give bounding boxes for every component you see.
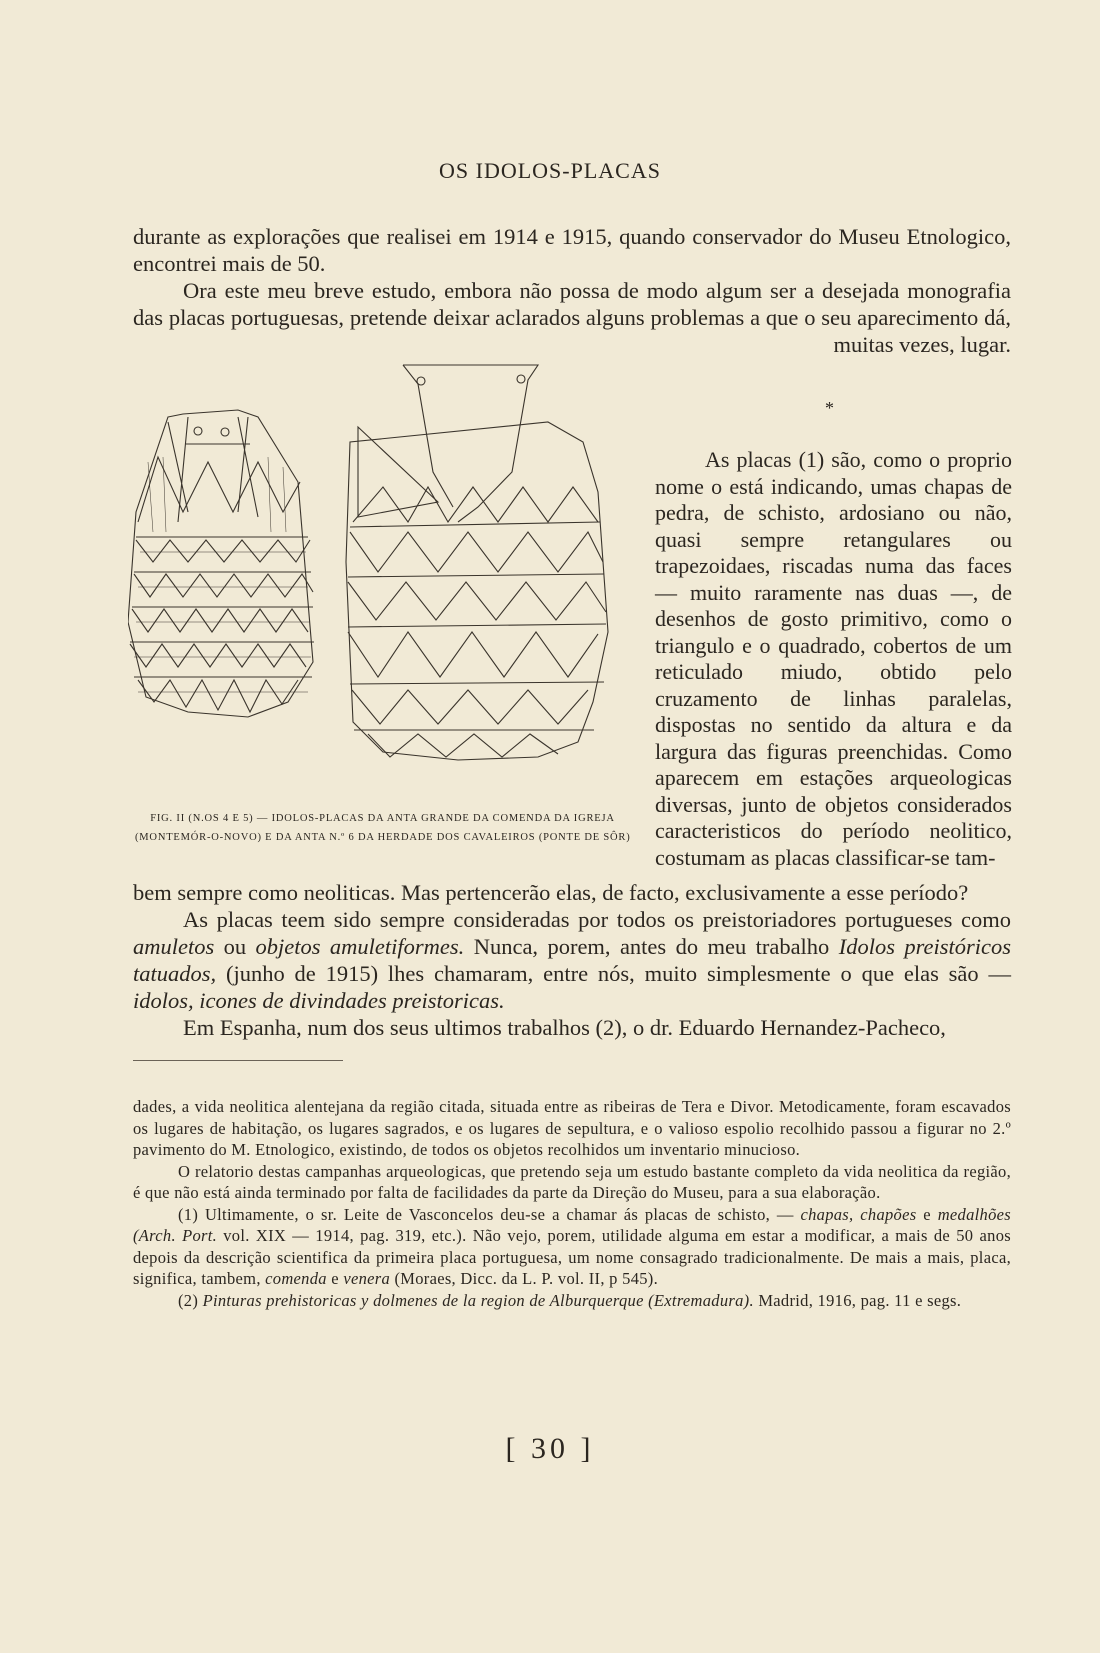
fn1-italic-1: chapas, chapões	[800, 1204, 917, 1224]
footnote-1	[133, 1204, 1011, 1290]
paragraph-2: Ora este meu breve estudo, embora não possa de modo algum ser a desejada monografia das placas portuguesas, pretende deixar aclarados alguns problemas a que o seu aparecimento dá, muitas vezes, lugar.	[133, 278, 1011, 357]
fn2-text-a: (2)	[178, 1290, 203, 1310]
footnote-2	[133, 1290, 1011, 1312]
paragraph-3-continued: bem sempre como neoliticas. Mas pertencerão elas, de facto, exclusivamente a esse período?	[133, 880, 969, 905]
idol-plaques-figure	[128, 362, 638, 807]
p4-text-c: Nunca, porem, antes do meu trabalho	[464, 934, 839, 959]
p4-italic-4: idolos, icones de divindades preistoricas.	[133, 988, 505, 1013]
fn1-text-e: (Moraes, Dicc. da L. P. vol. II, p 545).	[390, 1269, 659, 1288]
p4-italic-3: Idolos preistóricos tatuados,	[133, 934, 1012, 986]
fn1-italic-4: venera	[343, 1269, 391, 1288]
fn2-italic: Pinturas prehistoricas y dolmenes de la region de Alburquerque (Extremadura).	[202, 1290, 754, 1310]
fn1-text-a: (1) Ultimamente, o sr. Leite de Vasconcelos deu-se a chamar ás placas de schisto, —	[178, 1204, 801, 1224]
paragraph-5: Em Espanha, num dos seus ultimos trabalhos (2), o dr. Eduardo Hernandez-Pacheco,	[183, 1015, 946, 1040]
footnote-divider	[133, 1060, 343, 1061]
fn1-text-d: e	[326, 1269, 344, 1288]
fn2-text-b: Madrid, 1916, pag. 11 e segs.	[753, 1290, 962, 1310]
page-number: [ 30 ]	[505, 1432, 595, 1465]
fn1-text-b: e	[916, 1204, 938, 1224]
fn1-text-c: vol. XIX — 1914, pag. 319, etc.). Não vejo, porem, utilidade alguma em estar a modificar, a mais de 50 anos depois da descrição scientifica da primeira placa portuguesa, um nome consagrado tradicionalmente. De mais a mais, placa, significa, tambem,	[133, 1226, 1011, 1288]
caption-line-1: FIG. II (N.OS 4 E 5) — IDOLOS-PLACAS DA ANTA GRANDE DA COMENDA DA IGREJA	[150, 813, 615, 824]
main-text	[133, 879, 1011, 1041]
paragraph-4	[133, 906, 1011, 1014]
paragraph-1: durante as explorações que realisei em 1914 e 1915, quando conservador do Museu Etnologico, encontrei mais de 50.	[133, 224, 1011, 276]
fn1-italic-3: comenda	[265, 1269, 327, 1288]
left-idol-plaque	[128, 410, 314, 717]
footnote-continuation: dades, a vida neolitica alentejana da região citada, situada entre as ribeiras de Tera e Divor. Metodicamente, foram escavados os lugares de habitação, os lugares sagrados, e os lugares de sepultura, e o valioso espolio recolhido passou a figurar no 2.º pavimento do M. Etnologico, existindo, de todos os objetos recolhidos um inventario minucioso.	[133, 1097, 1011, 1159]
p4-text-d: (junho de 1915) lhes chamaram, entre nós, muito simplesmente o que elas são —	[216, 961, 1011, 986]
opening-text	[133, 223, 1011, 358]
figure-caption	[135, 809, 630, 847]
right-idol-plaque	[346, 365, 608, 760]
p4-italic-2: objetos amuletiformes.	[255, 934, 465, 959]
side-column-paragraph	[655, 447, 1012, 871]
page-title: OS IDOLOS-PLACAS	[439, 158, 661, 183]
paragraph-3-side: As placas (1) são, como o proprio nome o está indicando, umas chapas de pedra, de schisto, ardosiano ou não, quasi sempre retangulares ou trapezoidaes, riscadas numa das faces — muito raramente nas duas —, de desenhos de gosto primitivo, como o triangulo e o quadrado, cobertos de um reticulado miudo, obtido pelo cruzamento de linhas paralelas, dispostas no sentido da altura e da largura das figuras preenchidas. Como aparecem em estações arqueologicas diversas, junto de objetos considerados caracteristicos do período neolitico, costumam as placas classificar-se tam-	[655, 447, 1012, 870]
footnote-continuation-2: O relatorio destas campanhas arqueologicas, que pretendo seja um estudo bastante completo da vida neolitica da região, é que não está ainda terminado por falta de facilidades da parte da Direção do Museu, para a sua elaboração.	[133, 1161, 1011, 1202]
footnotes	[133, 1096, 1011, 1311]
p4-text-b: ou	[214, 934, 256, 959]
fn1-italic-2: medalhões (Arch. Port.	[133, 1204, 1011, 1245]
caption-line-2: (MONTEMÓR-O-NOVO) E DA ANTA N.º 6 DA HERDADE DOS CAVALEIROS (PONTE DE SÔR)	[135, 832, 631, 843]
p4-italic-1: amuletos	[133, 934, 215, 959]
p4-text-a: As placas teem sido sempre consideradas por todos os preistoriadores portugueses como	[183, 907, 1011, 932]
section-asterisk: *	[825, 398, 834, 418]
